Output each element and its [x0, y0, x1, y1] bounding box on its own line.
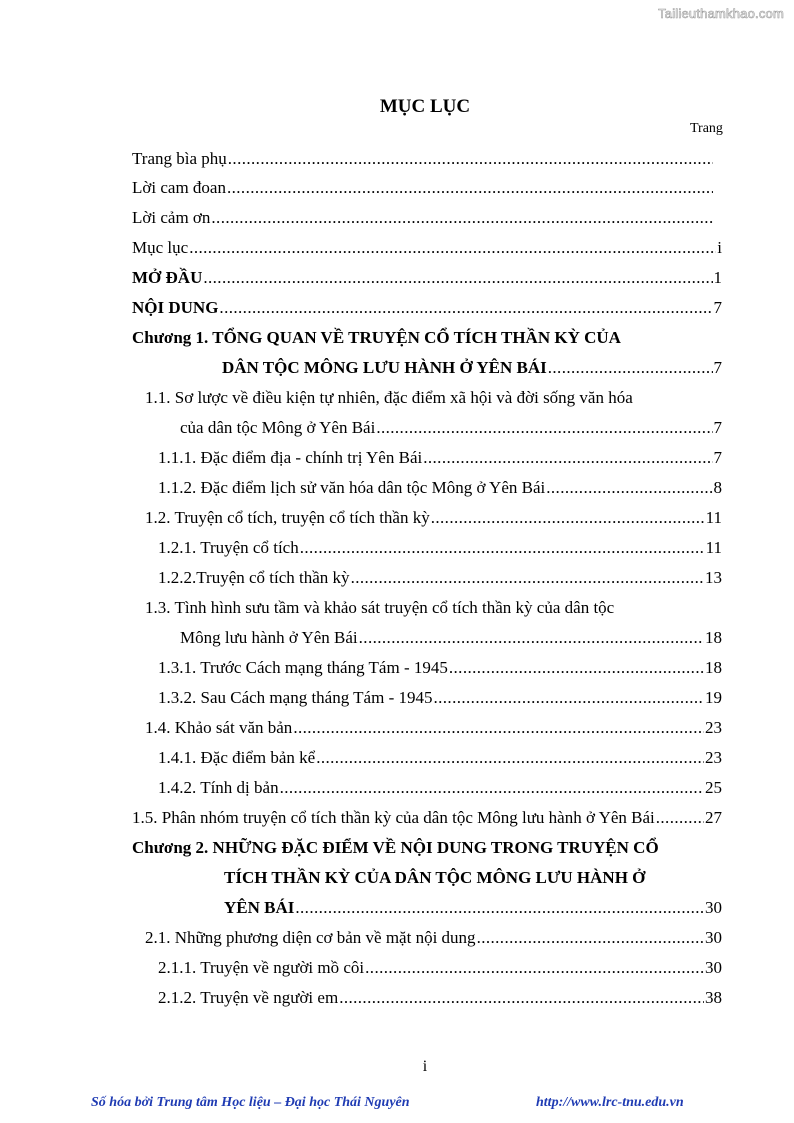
toc-entry: [158, 746, 722, 770]
toc-entry-text: Mông lưu hành ở Yên Bái: [180, 628, 358, 647]
toc-entry: [132, 147, 714, 171]
toc-entry-page: 30: [705, 928, 722, 947]
toc-entry: [158, 566, 722, 590]
toc-entry-page: 23: [705, 748, 722, 767]
toc-leader-dots: [189, 236, 716, 260]
toc-leader-dots: [339, 986, 704, 1010]
toc-entry: [224, 896, 722, 920]
toc-entry-text: Lời cảm ơn: [132, 208, 211, 227]
toc-leader-dots: [280, 776, 704, 800]
toc-entry-text: 1.1.1. Đặc điểm địa - chính trị Yên Bái: [158, 448, 423, 467]
toc-entry: [145, 926, 722, 950]
page-number: i: [422, 1058, 428, 1075]
toc-leader-dots: [203, 266, 712, 290]
toc-entry-page: 8: [713, 478, 722, 497]
toc-entry: [158, 776, 722, 800]
toc-leader-dots: [295, 896, 704, 920]
toc-entry: [132, 206, 714, 230]
toc-leader-dots: [431, 506, 705, 530]
toc-entry-page: 25: [705, 778, 722, 797]
toc-entry-text: 2.1.1. Truyện về người mồ côi: [158, 958, 365, 977]
toc-entry-page: 23: [705, 718, 722, 737]
toc-entry-page: 7: [713, 448, 722, 467]
toc-entry: [158, 656, 722, 680]
toc-section-heading: 1.3. Tình hình sưu tầm và khảo sát truyện cổ tích thần kỳ của dân tộc: [145, 598, 615, 617]
page-column-label: Trang: [690, 121, 723, 136]
toc-leader-dots: [219, 296, 712, 320]
toc-entry-text: 1.2. Truyện cổ tích, truyện cổ tích thần kỳ: [145, 508, 430, 527]
toc-entry-page: 18: [705, 658, 722, 677]
toc-entry: [180, 626, 722, 650]
toc-leader-dots: [359, 626, 704, 650]
toc-chapter-heading: Chương 2. NHỮNG ĐẶC ĐIỂM VỀ NỘI DUNG TRONG TRUYỆN CỔ: [132, 838, 659, 857]
toc-entry: [132, 296, 722, 320]
toc-leader-dots: [656, 806, 704, 830]
toc-entry-page: 7: [713, 298, 722, 317]
toc-leader-dots: [365, 956, 704, 980]
toc-entry: [222, 356, 722, 380]
toc-entry-text: 1.2.1. Truyện cổ tích: [158, 538, 299, 557]
toc-entry-text: 2.1.2. Truyện về người em: [158, 988, 339, 1007]
toc-entry-text: 1.4. Khảo sát văn bản: [145, 718, 293, 737]
toc-leader-dots: [546, 476, 712, 500]
toc-entry-page: 7: [713, 418, 722, 437]
toc-section-heading: 1.1. Sơ lược về điều kiện tự nhiên, đặc điểm xã hội và đời sống văn hóa: [145, 388, 633, 407]
toc-entry-page: 13: [705, 568, 722, 587]
toc-entry: [132, 176, 714, 200]
toc-leader-dots: [227, 176, 713, 200]
toc-entry-text: 2.1. Những phương diện cơ bản về mặt nội dung: [145, 928, 476, 947]
toc-entry: [158, 446, 722, 470]
toc-entry-text: 1.2.2.Truyện cổ tích thần kỳ: [158, 568, 350, 587]
toc-entry-text: 1.3.2. Sau Cách mạng tháng Tám - 1945: [158, 688, 433, 707]
toc-chapter-heading: TÍCH THẦN KỲ CỦA DÂN TỘC MÔNG LƯU HÀNH Ở: [224, 868, 646, 887]
toc-entry: [145, 716, 722, 740]
toc-entry: [132, 236, 722, 260]
toc-entry-page: i: [717, 238, 722, 257]
toc-entry: [158, 956, 722, 980]
toc-entry-text: MỞ ĐẦU: [132, 268, 203, 287]
toc-entry-text: của dân tộc Mông ở Yên Bái: [180, 418, 376, 437]
toc-entry-text: Lời cam đoan: [132, 178, 226, 197]
toc-entry-page: 30: [705, 958, 722, 977]
watermark: Tailieuthamkhao.com: [658, 6, 784, 21]
toc-entry: [158, 536, 722, 560]
page-title: MỤC LỤC: [379, 96, 471, 117]
toc-leader-dots: [300, 536, 705, 560]
toc-entry-text: 1.1.2. Đặc điểm lịch sử văn hóa dân tộc Mông ở Yên Bái: [158, 478, 546, 497]
toc-entry-text: 1.4.1. Đặc điểm bản kể: [158, 748, 316, 767]
toc-leader-dots: [293, 716, 704, 740]
footer-url-link[interactable]: http://www.lrc-tnu.edu.vn: [536, 1095, 684, 1110]
toc-entry-page: 19: [705, 688, 722, 707]
toc-entry-page: 7: [713, 358, 722, 377]
toc-entry-text: YÊN BÁI: [224, 898, 295, 917]
toc-leader-dots: [477, 926, 704, 950]
toc-leader-dots: [211, 206, 713, 230]
toc-entry-page: 11: [705, 538, 722, 557]
toc-entry-page: 1: [713, 268, 722, 287]
toc-leader-dots: [449, 656, 704, 680]
toc-entry-page: 27: [705, 808, 722, 827]
toc-entry: [132, 806, 722, 830]
toc-entry: [180, 416, 722, 440]
toc-leader-dots: [376, 416, 712, 440]
toc-entry-page: 11: [705, 508, 722, 527]
toc-entry-page: 38: [705, 988, 722, 1007]
toc-entry-text: Trang bìa phụ: [132, 149, 227, 168]
toc-entry-text: 1.3.1. Trước Cách mạng tháng Tám - 1945: [158, 658, 448, 677]
toc-leader-dots: [433, 686, 704, 710]
toc-entry-text: Mục lục: [132, 238, 189, 257]
toc-entry-text: 1.4.2. Tính dị bản: [158, 778, 279, 797]
toc-entry-page: 18: [705, 628, 722, 647]
toc-entry: [158, 686, 722, 710]
toc-chapter-heading: Chương 1. TỔNG QUAN VỀ TRUYỆN CỔ TÍCH THẦN KỲ CỦA: [132, 328, 621, 347]
toc-entry: [158, 476, 722, 500]
toc-entry-text: DÂN TỘC MÔNG LƯU HÀNH Ở YÊN BÁI: [222, 358, 547, 377]
toc-entry-text: NỘI DUNG: [132, 298, 219, 317]
toc-entry: [132, 266, 722, 290]
toc-leader-dots: [423, 446, 712, 470]
toc-entry: [158, 986, 722, 1010]
toc-entry: [145, 506, 722, 530]
toc-leader-dots: [316, 746, 704, 770]
toc-leader-dots: [228, 147, 713, 171]
toc-leader-dots: [351, 566, 704, 590]
toc-entry-page: 30: [705, 898, 722, 917]
footer-attribution: Số hóa bởi Trung tâm Học liệu – Đại học Thái Nguyên: [91, 1095, 410, 1110]
toc-entry-text: 1.5. Phân nhóm truyện cổ tích thần kỳ của dân tộc Mông lưu hành ở Yên Bái: [132, 808, 655, 827]
toc-leader-dots: [548, 356, 713, 380]
